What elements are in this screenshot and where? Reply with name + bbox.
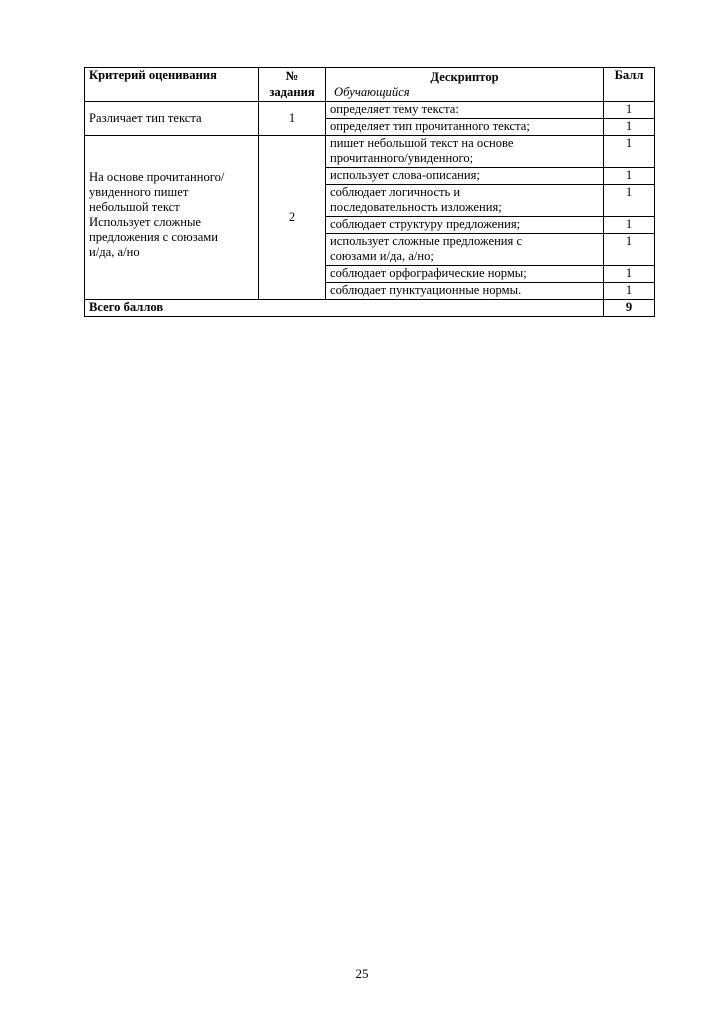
score-cell: 1 [604,234,655,266]
score-cell: 1 [604,168,655,185]
header-descriptor [326,68,604,102]
score-cell: 1 [604,119,655,136]
total-label: Всего баллов [85,300,604,317]
criterion-cell: Различает тип текста [85,102,259,136]
header-descriptor-title: Дескриптор [430,70,499,84]
total-score: 9 [604,300,655,317]
descriptor-line: пишет небольшой текст на основе [330,136,514,150]
score-cell: 1 [604,136,655,168]
score-cell: 1 [604,185,655,217]
task-number-cell: 1 [259,102,326,136]
descriptor-line: прочитанного/увиденного; [330,151,474,165]
descriptor-cell: соблюдает пунктуационные нормы. [326,283,604,300]
header-task-number-label: задания [269,85,315,99]
header-criterion: Критерий оценивания [85,68,259,102]
criterion-line: Использует сложные [89,215,202,229]
header-descriptor-subtitle: Обучающийся [334,85,410,99]
descriptor-cell [326,234,604,266]
assessment-rubric-table [84,67,655,317]
descriptor-cell: определяет тему текста: [326,102,604,119]
descriptor-cell: использует слова-описания; [326,168,604,185]
descriptor-cell: определяет тип прочитанного текста; [326,119,604,136]
page-number: 25 [355,966,369,981]
criterion-line: небольшой текст [89,200,180,214]
descriptor-line: соблюдает логичность и [330,185,461,199]
score-cell: 1 [604,102,655,119]
table-row [85,136,655,168]
header-row [85,68,655,102]
task-number-cell: 2 [259,136,326,300]
header-task-number [259,68,326,102]
score-cell: 1 [604,266,655,283]
header-task-number-symbol: № [285,69,299,83]
descriptor-line: использует сложные предложения с [330,234,523,248]
criterion-line: увиденного пишет [89,185,189,199]
criterion-line: предложения с союзами [89,230,218,244]
descriptor-cell [326,136,604,168]
score-cell: 1 [604,283,655,300]
criterion-line: На основе прочитанного/ [89,170,225,184]
descriptor-cell: соблюдает орфографические нормы; [326,266,604,283]
criterion-cell [85,136,259,300]
descriptor-cell [326,185,604,217]
descriptor-line: союзами и/да, а/но; [330,249,434,263]
table-row [85,102,655,119]
score-cell: 1 [604,217,655,234]
header-score: Балл [604,68,655,102]
descriptor-line: последовательность изложения; [330,200,502,214]
total-row [85,300,655,317]
criterion-line: и/да, а/но [89,245,140,259]
descriptor-cell: соблюдает структуру предложения; [326,217,604,234]
